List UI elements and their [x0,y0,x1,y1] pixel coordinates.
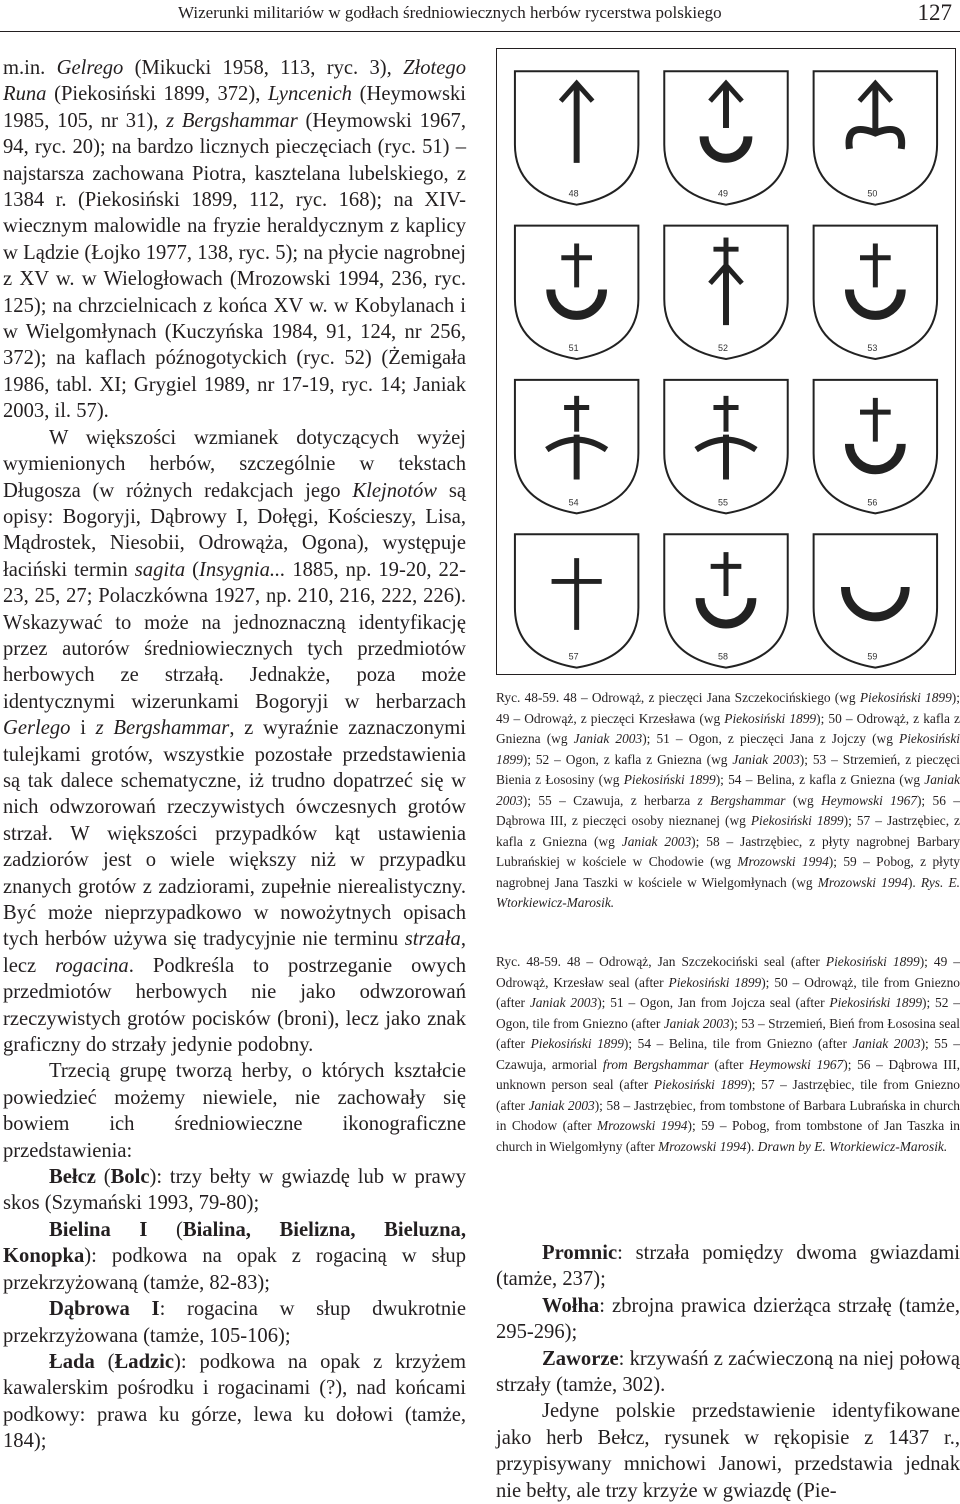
herb-name: Łada [49,1350,95,1373]
shield-53 [814,226,937,359]
shield-number: 58 [718,651,729,662]
herb-entry: Bielina I (Bialina, Bielizna, Bieluzna, Konopka): podkowa na opak z rogaciną w słup przekrzyżowaną (tamże, 82-83); [3,1218,466,1294]
herb-entry: Bełcz (Bolc): trzy bełty w gwiazdę lub w prawy skos (Szymański 1993, 79-80); [3,1166,466,1215]
left-column [3,55,466,1455]
figure-shields [496,48,956,675]
paragraph-1: m.in. Gelrego (Mikucki 1958, 113, ryc. 3), Złotego Runa (Piekosiński 1899, 372), Lyncenich (Heymowski 1985, 105, nr 31), z Bergshammar (Heymowski 1967, 94, ryc. 20); na bardzo licznych pieczęciach (ryc. 51) – najstarsza zachowana Piotra, kasztelana lubelskiego, z 1384 r. (Piekosiński 1899, 112, ryc. 168); na XIV-wiecznym malowidle na fryzie heraldycznym z kaplicy w Lądzie (Łojko 1977, 138, ryc. 5); na płycie nagrobnej z XV w. w Wielogłowach (Mrozowski 1994, 236, ryc. 125); na chrzcielnicach z końca XV w. w Kobylanach i w Wielgomłynach (Kuczyńska 1984, 91, 124, nr 256, 372); na kaflach późnogotyckich (ryc. 52) (Żemigała 1986, tabl. XI; Grygiel 1989, nr 17-19, ryc. 14; Janiak 2003, il. 57). [3,57,466,423]
page-number: 127 [917,0,952,25]
shield-54 [515,380,638,513]
shield-number: 52 [718,343,729,354]
right-entry-list [496,1240,960,1398]
right-column-text [496,1240,960,1504]
entry-list [3,1164,466,1454]
shield-number: 54 [568,497,579,508]
caption-polish [496,688,960,914]
herb-entry: Promnic: strzała pomiędzy dwoma gwiazdami (tamże, 237); [496,1242,960,1291]
caption-polish-text: Ryc. 48-59. 48 – Odrowąż, z pieczęci Jana Szczekocińskiego (wg Piekosiński 1899); 49 – Odrowąż, z pieczęci Krzesława (wg Piekosiński 1899); 50 – Odrowąż, z kafla z Gniezna (wg Janiak 2003); 51 – Ogon, z pieczęci Jana z Jojczy (wg Piekosiński 1899); 52 – Ogon, z kafla z Gniezna (wg Janiak 2003); 53 – Strzemień, z pieczęci Bienia z Łososiny (wg Piekosiński 1899); 54 – Belina, z kafla z Gniezna (wg Janiak 2003); 55 – Czawuja, z herbarza z Bergshammar (wg Heymowski 1967); 56 – Dąbrowa III, z pieczęci osoby nieznanej (wg Piekosiński 1899); 57 – Jastrzębiec, z kafla z Gniezna (wg Janiak 2003); 58 – Jastrzębiec, z płyty nagrobnej Barbary Lubrańskiej w kościele w Chodowie (wg Mrozowski 1994); 59 – Pobog, z płyty nagrobnej Jana Taszki w kościele w Wielgomłynach (wg Mrozowski 1994). Rys. E. Wtorkiewicz-Marosik. [496,690,960,910]
herb-name: Promnic [542,1242,618,1264]
herb-entry: Wołha: zbrojna prawica dzierżąca strzałę (tamże, 295-296); [496,1294,960,1344]
shield-number: 59 [867,651,878,662]
header-rule [0,31,960,32]
paragraph-2: W większości wzmianek dotyczących wyżej wymienionych herbów, szczególnie w tekstach Długosza (w różnych redakcjach jego Klejnotów są opisy: Bogoryji, Dąbrowy I, Dołęgi, Kościeszy, Lisa, Mądrostek, Niesobii, Odrowąża, Ogona), występuje łaciński termin sagita (Insygnia... 1885, np. 19-20, 22-23, 25, 27; Polaczkówna 1927, np. 210, 216, 222, 226). Wskazywać to może na jednoznaczną identyfikację przez autorów średniowiecznych tych przedmiotów herbowych ze strzałą. Jednakże, poza może identycznymi wizerunkami Bogoryji w herbarzach Gerlego i z Bergshammar, z wyraźnie zaznaczonymi tulejkami grotów, wszystkie pozostałe przedstawienia są tak dalece schematyczne, iż trudno dopatrzeć się w nich odwzorowań rzeczywistych ówczesnych grotów strzał. W większości przypadków kąt ustawienia zadziorów jest o wiele większy niż w przypadku znanych grotów z zadziorami, zupełnie nierealistyczny. Być może nieprzypadkowo w nowożytnych opisach tych herbów używa się tradycyjnie nie terminu strzała, lecz rogacina. Podkreśla to postrzeganie owych przedmiotów herbowych nie jako odwzorowań rzeczywistych grotów pocisków (broni), lecz jako znak graficzny do strzały jedynie podobny. [3,426,466,1057]
herb-name: Bielina I [49,1218,148,1241]
caption-english [496,952,960,1157]
shield-number: 49 [718,188,729,199]
herb-name: Dąbrowa I [49,1298,160,1321]
paragraph-last: Jedyne polskie przedstawienie identyfikowane jako herb Bełcz, rysunek w rękopisie z 1437 r., przypisywany mnichowi Janowi, przedstawia jednak nie bełty, ale trzy krzyże w gwiazdę (Pie- [496,1400,960,1502]
running-title: Wizerunki militariów w godłach średniowiecznych herbów rycerstwa polskiego [178,3,722,22]
shield-number: 53 [867,343,878,354]
shield-number: 50 [867,188,878,199]
herb-name: Wołha [542,1294,600,1317]
shield-number: 57 [568,651,579,662]
caption-english-text: Ryc. 48-59. 48 – Odrowąż, Jan Szczekociński seal (after Piekosiński 1899); 49 – Odrowąż, Krzesław seal (after Piekosiński 1899); 50 – Odrowąż, tile from Gniezno (after Janiak 2003); 51 – Ogon, Jan from Jojcza seal (after Piekosiński 1899); 52 – Ogon, tile from Gniezno (after Janiak 2003); 53 – Strzemień, Bień from Łososina seal (after Piekosiński 1899); 54 – Belina, tile from Gniezno (after Janiak 2003); 55 – Czawuja, armorial from Bergshammar (after Heymowski 1967); 56 – Dąbrowa III, unknown person seal (after Piekosiński 1899); 57 – Jastrzębiec, tile from Gniezno (after Janiak 2003); 58 – Jastrzębiec, from tombstone of Barbara Lubrańska in church in Chodow (after Mrozowski 1994); 59 – Pobog, from tombstone of Jan Taszka in church in Wielgomłyny (after Mrozowski 1994). Drawn by E. Wtorkiewicz-Marosik. [496,954,960,1154]
shield-number: 56 [867,497,878,508]
shield-51 [515,226,638,359]
shield-52 [664,226,787,359]
shield-59 [814,534,937,667]
herb-name: Zaworze [542,1347,619,1370]
shield-number: 55 [718,497,729,508]
shield-56 [814,380,937,513]
shield-58 [664,534,787,667]
shield-50 [814,71,937,204]
shields-drawing [497,49,955,674]
shield-55 [664,380,787,513]
shield-number: 51 [568,343,579,354]
shield-48 [515,71,638,204]
shield-number: 48 [568,188,579,199]
herb-entry: Łada (Ładzic): podkowa na opak z krzyżem kawalerskim pośrodku i rogacinami (?), nad końcami podkowy: prawa ku górze, lewa ku dołowi (tamże, 184); [3,1350,466,1453]
paragraph-3: Trzecią grupę tworzą herby, o których kształcie powiedzieć możemy niewiele, nie zachowały się bowiem ich średniowieczne ikonograficzne przedstawienia: [3,1060,466,1162]
herb-name: Bełcz [49,1166,96,1189]
shield-57 [515,534,638,667]
herb-entry: Dąbrowa I: rogacina w słup dwukrotnie przekrzyżowana (tamże, 105-106); [3,1298,466,1347]
herb-entry: Zaworze: krzywaśń z zaćwieczoną na niej połową strzały (tamże, 302). [496,1347,960,1397]
shield-49 [664,71,787,204]
running-header [0,0,960,36]
